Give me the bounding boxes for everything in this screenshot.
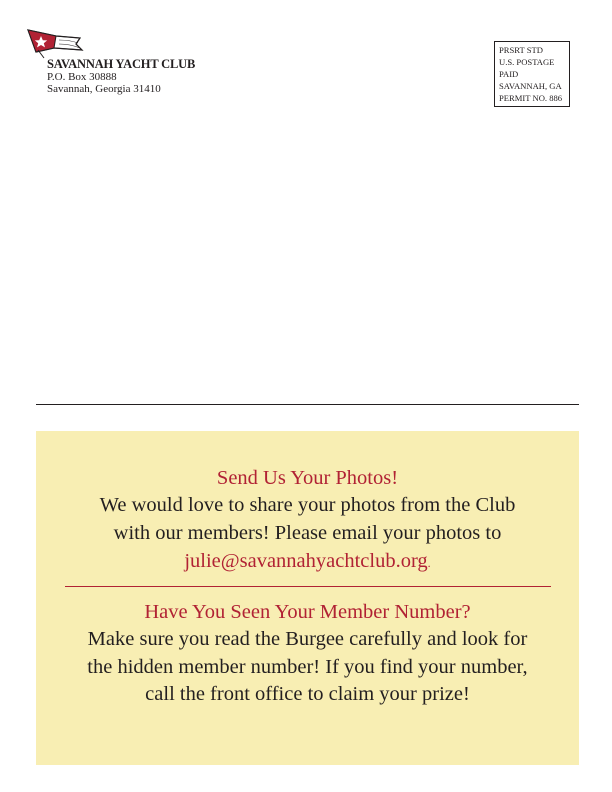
- fold-divider: [36, 404, 579, 405]
- photos-section: [36, 464, 579, 577]
- postage-line-5: PERMIT NO. 886: [499, 93, 563, 103]
- address-line-1: P.O. Box 30888: [47, 71, 117, 83]
- member-body-line-3: call the front office to claim your prize!: [145, 683, 470, 705]
- address-line-2: Savannah, Georgia 31410: [47, 83, 161, 95]
- postage-line-2: U.S. POSTAGE: [499, 57, 555, 67]
- section-rule: [65, 586, 551, 587]
- email-link[interactable]: julie@savannahyachtclub.org: [184, 550, 428, 572]
- club-name: SAVANNAH YACHT CLUB: [47, 57, 196, 71]
- photos-heading: Send Us Your Photos!: [216, 467, 399, 489]
- member-body-line-2: the hidden member number! If you find your number,: [87, 655, 528, 678]
- photos-body-line-2: with our members! Please email your photos to: [113, 521, 502, 544]
- email-suffix: .: [427, 556, 431, 570]
- postage-line-4: SAVANNAH, GA: [499, 81, 562, 91]
- member-number-section: [36, 598, 579, 709]
- member-number-heading: Have You Seen Your Member Number?: [144, 601, 471, 623]
- photos-body-line-1: We would love to share your photos from the Club: [99, 494, 516, 516]
- member-body-line-1: Make sure you read the Burgee carefully and look for: [87, 628, 528, 650]
- email-line: [36, 547, 579, 577]
- return-address: [47, 57, 195, 95]
- postage-line-1: PRSRT STD: [499, 45, 543, 55]
- postage-line-3: PAID: [499, 69, 519, 79]
- postage-indicia: [494, 41, 570, 107]
- promo-panel: [36, 431, 579, 765]
